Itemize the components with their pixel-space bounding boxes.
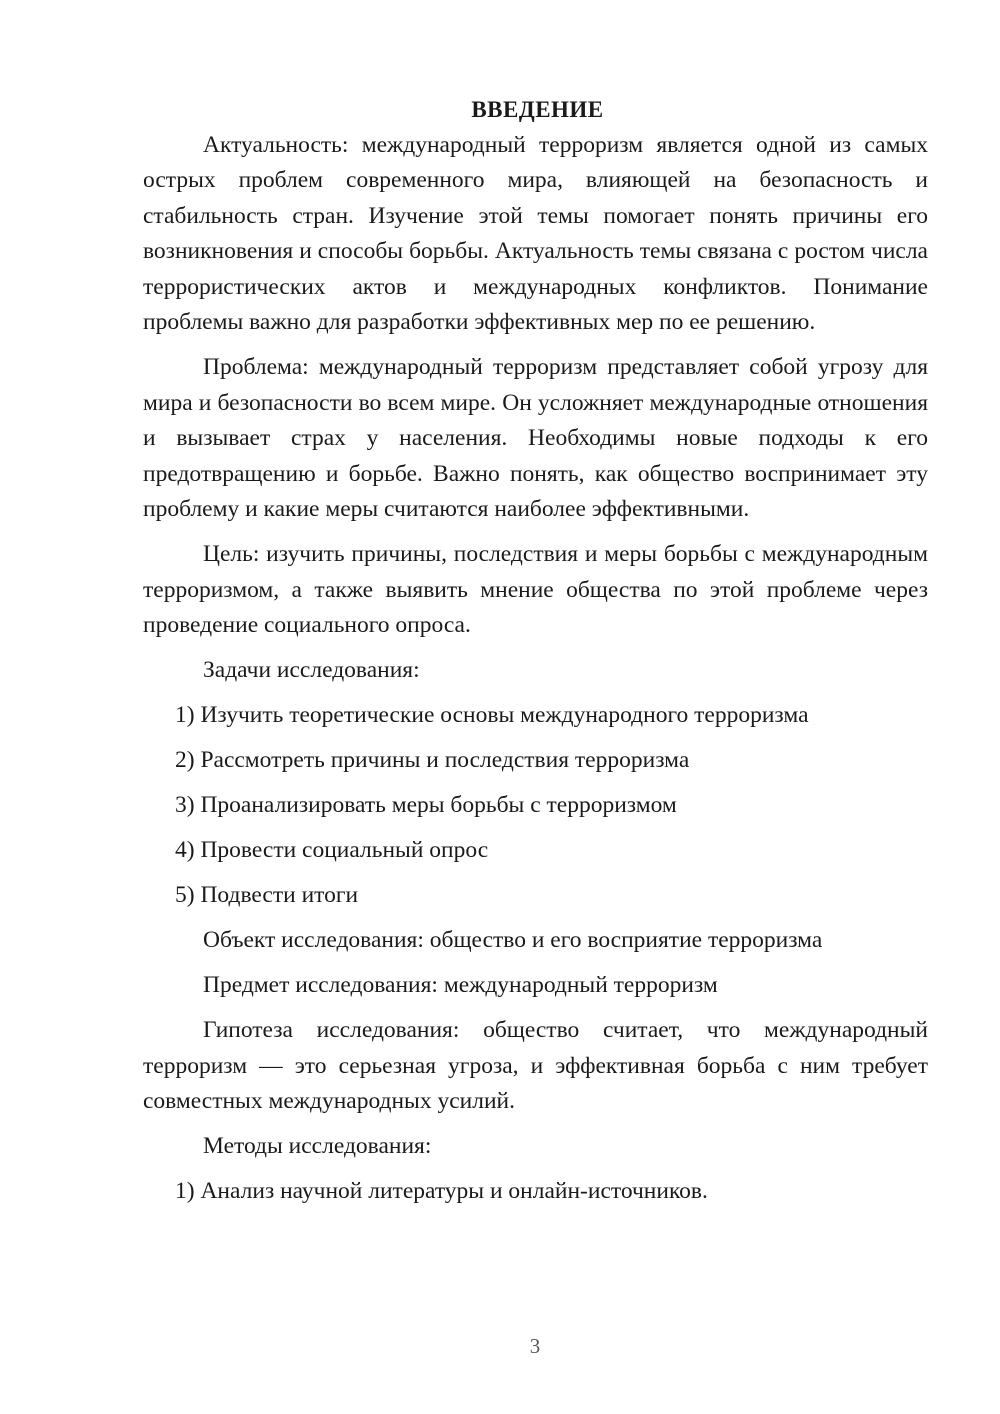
- task-item: 3) Проанализировать меры борьбы с терроризмом: [175, 792, 677, 818]
- goal-paragraph: Цель: изучить причины, последствия и меры борьбы с международным терроризмом, а также выявить мнение общества по этой проблеме через проведение социального опроса.: [143, 541, 928, 638]
- problem-paragraph: Проблема: международный терроризм представляет собой угрозу для мира и безопасности во всем мире. Он усложняет международные отношения и вызывает страх у населения. Необходимы новые подходы к его предотвращению и борьбе. Важно понять, как общество воспринимает эту проблему и какие меры считаются наиболее эффективными.: [143, 354, 928, 522]
- task-item: 4) Провести социальный опрос: [175, 837, 489, 863]
- research-object: Объект исследования: общество и его восприятие терроризма: [203, 927, 823, 953]
- task-item: 2) Рассмотреть причины и последствия терроризма: [175, 747, 690, 773]
- hypothesis-paragraph: Гипотеза исследования: общество считает, что международный терроризм — это серьезная угроза, и эффективная борьба с ним требует совместных международных усилий.: [143, 1017, 928, 1114]
- tasks-title: Задачи исследования:: [203, 657, 420, 683]
- task-item: 1) Изучить теоретические основы международного терроризма: [175, 702, 809, 728]
- methods-title: Методы исследования:: [203, 1133, 432, 1159]
- method-item: 1) Анализ научной литературы и онлайн-источников.: [175, 1178, 708, 1204]
- page-number: 3: [529, 1334, 541, 1358]
- relevance-paragraph: Актуальность: международный терроризм является одной из самых острых проблем современного мира, влияющей на безопасность и стабильность стран. Изучение этой темы помогает понять причины его возникновения и способы борьбы. Актуальность темы связана с ростом числа террористических актов и международных конфликтов. Понимание проблемы важно для разработки эффективных мер по ее решению.: [143, 131, 928, 335]
- research-subject: Предмет исследования: международный терроризм: [203, 972, 718, 998]
- task-item: 5) Подвести итоги: [175, 882, 359, 908]
- section-heading: ВВЕДЕНИЕ: [471, 97, 604, 122]
- page-content: [143, 92, 928, 1219]
